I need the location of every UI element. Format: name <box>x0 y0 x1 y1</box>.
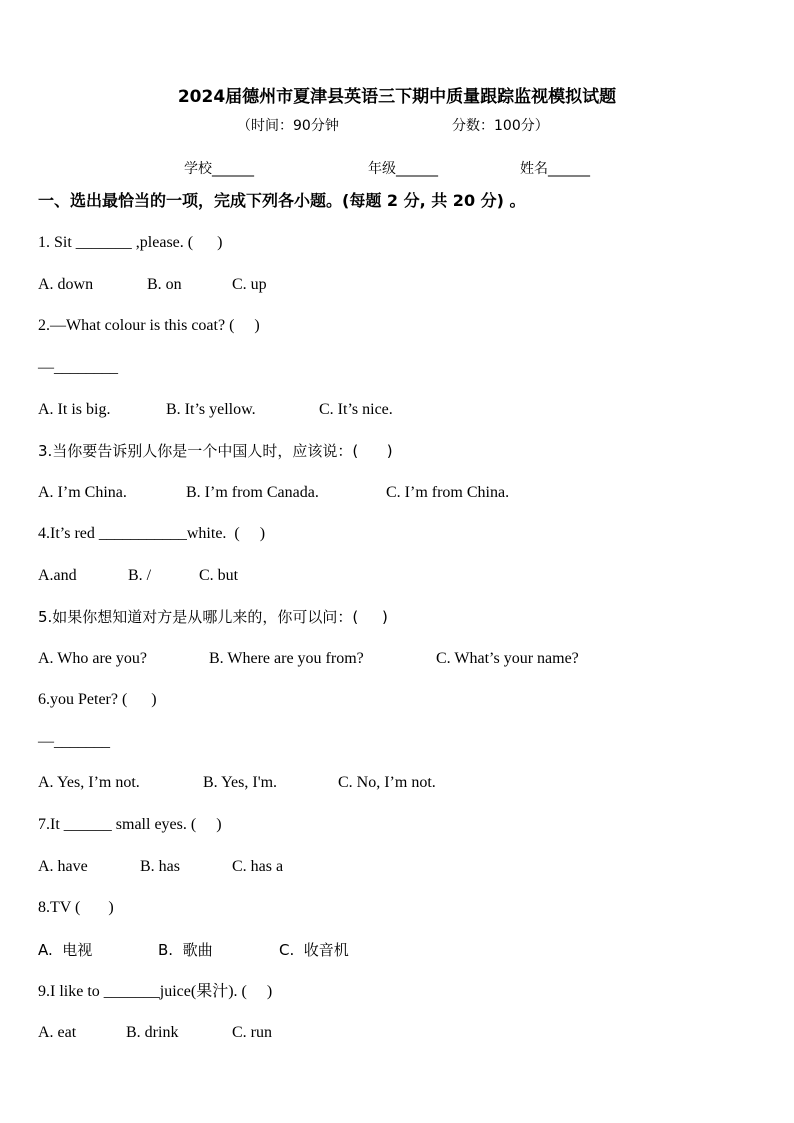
question-1-option-b: B. on <box>147 276 182 293</box>
question-7-stem: 7.It ______ small eyes. ( ) <box>38 816 222 833</box>
question-3-option-c: C. I’m from China. <box>386 484 510 501</box>
question-5-option-a: A. Who are you? <box>38 650 147 667</box>
question-1-option-c: C. up <box>232 276 267 293</box>
question-6-option-b: B. Yes, I'm. <box>203 774 278 791</box>
question-9-option-c: C. run <box>232 1024 272 1041</box>
question-8-option-b: B. 歌曲 <box>158 941 213 959</box>
question-4-option-c: C. but <box>199 567 239 584</box>
question-2-answer-line: —________ <box>38 359 118 376</box>
exam-score: 分数：100分） <box>452 118 549 134</box>
question-2-option-a: A. It is big. <box>38 401 111 418</box>
question-5-option-c: C. What’s your name? <box>436 650 579 667</box>
question-4-option-a: A.and <box>38 567 77 584</box>
question-5-option-b: B. Where are you from? <box>209 650 364 667</box>
question-2-option-b: B. It’s yellow. <box>166 401 256 418</box>
question-8-stem: 8.TV ( ) <box>38 899 114 916</box>
question-7-option-a: A. have <box>38 858 88 875</box>
question-4-option-b: B. / <box>128 567 152 584</box>
question-6-option-c: C. No, I’m not. <box>338 774 436 791</box>
question-4-stem: 4.It’s red ___________white. ( ) <box>38 525 266 542</box>
grade-field: 年级______ <box>368 161 438 177</box>
question-5-stem: 5.如果你想知道对方是从哪儿来的，你可以问：( ) <box>38 608 388 626</box>
question-3-stem: 3.当你要告诉别人你是一个中国人时，应该说：( ) <box>38 442 393 460</box>
question-6-answer-line: —_______ <box>38 733 110 750</box>
exam-title: 2024届德州市夏津县英语三下期中质量跟踪监视模拟试题 <box>177 87 617 107</box>
question-9-stem: 9.I like to _______juice(果汁). ( ) <box>38 983 273 1000</box>
section-heading: 一、选出最恰当的一项，完成下列各小题。(每题 2 分, 共 20 分) 。 <box>38 191 526 210</box>
question-8-option-a: A. 电视 <box>38 941 93 959</box>
name-field: 姓名______ <box>520 161 590 177</box>
question-8-option-c: C. 收音机 <box>279 941 349 959</box>
question-9-option-a: A. eat <box>38 1024 77 1041</box>
exam-time: （时间：90分钟 <box>237 118 339 134</box>
question-9-option-b: B. drink <box>126 1024 179 1041</box>
question-1-stem: 1. Sit _______ ,please. ( ) <box>38 234 223 251</box>
question-3-option-b: B. I’m from Canada. <box>186 484 319 501</box>
question-2-option-c: C. It’s nice. <box>319 401 393 418</box>
school-field: 学校______ <box>184 161 254 177</box>
question-6-option-a: A. Yes, I’m not. <box>38 774 140 791</box>
question-7-option-b: B. has <box>140 858 180 875</box>
question-7-option-c: C. has a <box>232 858 284 875</box>
question-6-stem: 6.you Peter? ( ) <box>38 691 157 708</box>
question-1-option-a: A. down <box>38 276 94 293</box>
question-3-option-a: A. I’m China. <box>38 484 127 501</box>
question-2-stem: 2.—What colour is this coat? ( ) <box>38 317 260 334</box>
